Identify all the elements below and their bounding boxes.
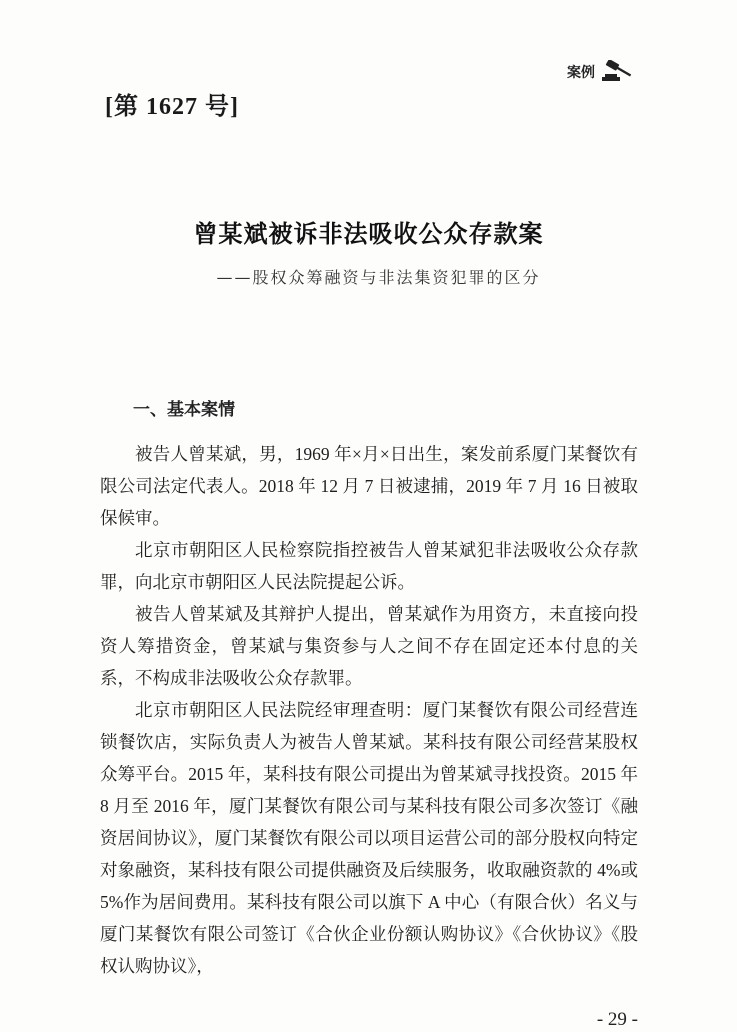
document-subtitle: ——股权众筹融资与非法集资犯罪的区分 xyxy=(216,268,541,287)
document-title: 曾某斌被诉非法吸收公众存款案 xyxy=(193,219,544,248)
gavel-icon xyxy=(599,60,633,86)
paragraph: 北京市朝阳区人民检察院指控被告人曾某斌犯非法吸收公众存款罪，向北京市朝阳区人民法院提起公诉。 xyxy=(100,540,638,592)
case-number: [第 1627 号] xyxy=(105,94,239,120)
paragraph: 被告人曾某斌，男，1969 年×月×日出生，案发前系厦门某餐饮有限公司法定代表人。2018 年 12 月 7 日被逮捕，2019 年 7 月 16 日被取保候审。 xyxy=(100,444,638,528)
running-header xyxy=(567,60,633,86)
body-text xyxy=(100,438,638,982)
section-heading: 一、基本案情 xyxy=(133,400,235,420)
page-number: - 29 - xyxy=(596,1009,638,1030)
paragraph: 被告人曾某斌及其辩护人提出，曾某斌作为用资方，未直接向投资人筹措资金，曾某斌与集资参与人之间不存在固定还本付息的关系，不构成非法吸收公众存款罪。 xyxy=(100,604,638,688)
paragraph: 北京市朝阳区人民法院经审理查明：厦门某餐饮有限公司经营连锁餐饮店，实际负责人为被告人曾某斌。某科技有限公司经营某股权众筹平台。2015 年，某科技有限公司提出为曾某斌寻找投资。2015 年 8 月至 2016 年，厦门某餐饮有限公司与某科技有限公司多次签订《融资居间协议》，厦门某餐饮有限公司以项目运营公司的部分股权向特定对象融资，某科技有限公司提供融资及后续服务，收取融资款的 4%或 5%作为居间费用。某科技有限公司以旗下 A 中心（有限合伙）名义与厦门某餐饮有限公司签订《合伙企业份额认购协议》《合伙协议》《股权认购协议》， xyxy=(100,700,638,976)
content-column xyxy=(100,398,638,1032)
section-label: 案例 xyxy=(567,65,595,81)
